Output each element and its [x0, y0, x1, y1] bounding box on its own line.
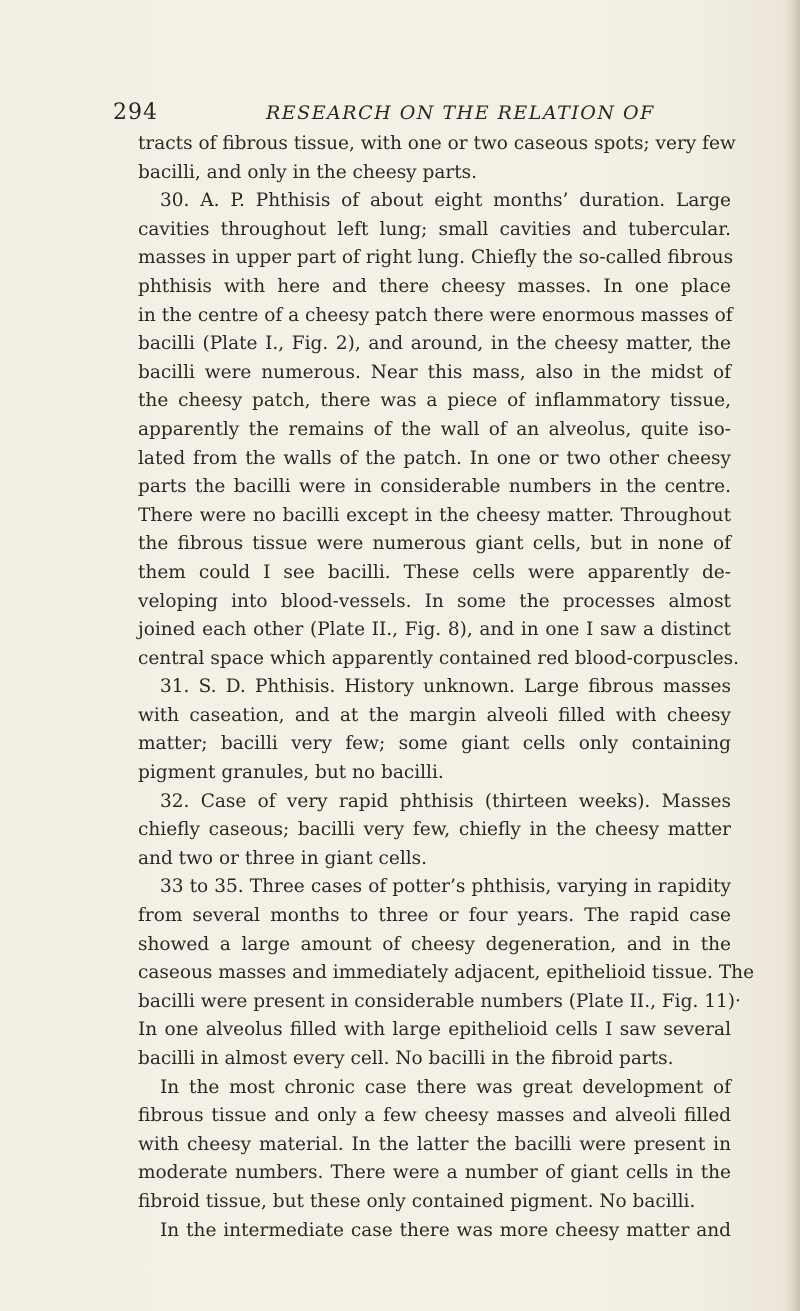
- text-line: central space which apparently contained red blood-corpuscles.: [138, 647, 740, 669]
- text-line: showed a large amount of cheesy degeneration, and in the: [138, 933, 731, 955]
- text-line: tracts of fibrous tissue, with one or two caseous spots; very few: [138, 133, 736, 154]
- text-line: in the centre of a cheesy patch there were enormous masses of: [138, 304, 733, 326]
- text-line: with caseation, and at the margin alveoli filled with cheesy: [138, 704, 731, 726]
- text-line: parts the bacilli were in considerable numbers in the centre.: [138, 476, 731, 498]
- text-line: from several months to three or four years. The rapid case: [138, 905, 731, 927]
- page-edge-shadow: [786, 0, 800, 1311]
- text-line: 31. S. D. Phthisis. History unknown. Large fibrous masses: [160, 676, 731, 698]
- text-line: cavities throughout left lung; small cavities and tubercular.: [138, 218, 731, 240]
- text-line: the fibrous tissue were numerous giant cells, but in none of: [138, 533, 731, 555]
- text-line: bacilli in almost every cell. No bacilli in the fibroid parts.: [138, 1048, 674, 1069]
- text-line: In one alveolus filled with large epithelioid cells I saw several: [138, 1019, 731, 1041]
- text-line: them could I see bacilli. These cells were apparently de-: [138, 561, 731, 583]
- text-line: 33 to 35. Three cases of potter’s phthisis, varying in rapidity: [160, 876, 731, 898]
- text-line: and two or three in giant cells.: [138, 847, 428, 869]
- text-line: lated from the walls of the patch. In one or two other cheesy: [138, 447, 731, 469]
- text-line: matter; bacilli very few; some giant cells only containing: [138, 733, 731, 755]
- text-line: phthisis with here and there cheesy masses. In one place: [138, 275, 731, 297]
- text-line: veloping into blood-vessels. In some the processes almost: [138, 590, 731, 612]
- text-line: joined each other (Plate II., Fig. 8), and in one I saw a distinct: [138, 619, 731, 641]
- body-text: [138, 130, 755, 1245]
- text-line: There were no bacilli except in the cheesy matter. Throughout: [138, 504, 731, 526]
- text-line: In the most chronic case there was great development of: [160, 1076, 731, 1098]
- text-line: 30. A. P. Phthisis of about eight months’ duration. Large: [160, 190, 731, 212]
- text-line: bacilli were numerous. Near this mass, also in the midst of: [138, 361, 731, 383]
- running-head: RESEARCH ON THE RELATION OF: [266, 102, 655, 124]
- text-line: with cheesy material. In the latter the bacilli were present in: [138, 1133, 731, 1155]
- text-line: caseous masses and immediately adjacent, epithelioid tissue. The: [138, 962, 755, 984]
- text-line: masses in upper part of right lung. Chiefly the so-called fibrous: [138, 247, 734, 269]
- text-line: In the intermediate case there was more cheesy matter and: [160, 1219, 731, 1241]
- text-line: bacilli, and only in the cheesy parts.: [138, 161, 478, 183]
- text-line: chiefly caseous; bacilli very few, chiefly in the cheesy matter: [138, 819, 731, 841]
- text-line: moderate numbers. There were a number of giant cells in the: [138, 1162, 731, 1184]
- text-line: bacilli (Plate I., Fig. 2), and around, in the cheesy matter, the: [138, 333, 731, 355]
- page-number: 294: [113, 100, 158, 125]
- text-line: the cheesy patch, there was a piece of inflammatory tissue,: [138, 390, 731, 412]
- text-line: bacilli were present in considerable numbers (Plate II., Fig. 11)·: [138, 990, 741, 1012]
- text-line: fibrous tissue and only a few cheesy masses and alveoli filled: [138, 1105, 731, 1127]
- text-line: apparently the remains of the wall of an alveolus, quite iso-: [138, 418, 731, 440]
- text-line: pigment granules, but no bacilli.: [138, 762, 444, 784]
- text-line: 32. Case of very rapid phthisis (thirteen weeks). Masses: [160, 790, 731, 812]
- text-line: fibroid tissue, but these only contained pigment. No bacilli.: [138, 1190, 696, 1212]
